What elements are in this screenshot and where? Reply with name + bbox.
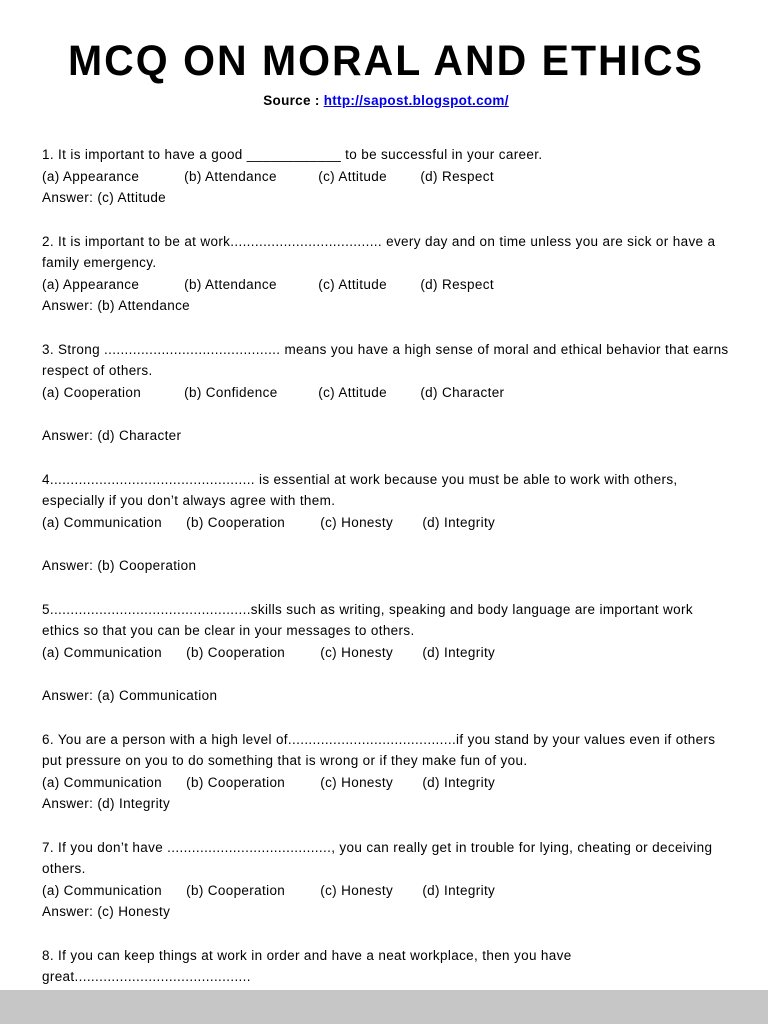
option-a: (a) Communication: [42, 514, 162, 530]
option-d: (d) Respect: [420, 276, 494, 292]
answer-text: Answer: (d) Character: [42, 428, 182, 443]
option-a: (a) Appearance: [42, 168, 140, 184]
question-block-5: [42, 599, 730, 707]
source-line: [42, 93, 730, 108]
options-row: [42, 642, 730, 664]
page-title: MCQ ON MORAL AND ETHICS: [68, 36, 704, 85]
option-a: (a) Communication: [42, 644, 162, 660]
option-a: (a) Cooperation: [42, 384, 142, 400]
option-b: (b) Confidence: [184, 384, 278, 400]
option-c: (c) Attitude: [318, 168, 387, 184]
options-row: [42, 274, 730, 296]
option-c: (c) Honesty: [320, 644, 394, 660]
options-row: [42, 166, 730, 188]
option-b: (b) Cooperation: [186, 882, 286, 898]
options-row: [42, 880, 730, 902]
question-block-1: [42, 144, 730, 209]
answer-text: Answer: (b) Attendance: [42, 298, 191, 313]
option-b: (b) Cooperation: [186, 644, 286, 660]
option-a: (a) Communication: [42, 774, 162, 790]
question-text: 7. If you don’t have ........................................, you can really get in trouble for lying, cheating or deceiving others.: [42, 839, 713, 876]
option-b: (b) Attendance: [184, 276, 277, 292]
option-d: (d) Integrity: [422, 514, 496, 530]
option-b: (b) Attendance: [184, 168, 277, 184]
answer-text: Answer: (c) Honesty: [42, 904, 171, 919]
question-text: 2. It is important to be at work..................................... every day and on time unless you are sick or have a family emergency.: [42, 233, 716, 270]
option-a: (a) Appearance: [42, 276, 140, 292]
question-block-6: [42, 729, 730, 815]
option-d: (d) Character: [420, 384, 505, 400]
question-text: 4.................................................. is essential at work because you must be able to work with others, especially if you don’t always agree with them.: [42, 471, 678, 508]
question-text: 6. You are a person with a high level of.........................................if you stand by your values even if others put pressure on you to do something that is wrong or if they make fun of you.: [42, 731, 716, 768]
option-d: (d) Integrity: [422, 644, 496, 660]
question-list: [42, 144, 730, 988]
question-text: 8. If you can keep things at work in order and have a neat workplace, then you have great...........................................: [42, 947, 572, 984]
option-b: (b) Cooperation: [186, 514, 286, 530]
answer-text: Answer: (d) Integrity: [42, 796, 171, 811]
question-block-7: [42, 837, 730, 923]
question-block-8: [42, 945, 730, 988]
option-b: (b) Cooperation: [186, 774, 286, 790]
question-text: 1. It is important to have a good ____________ to be successful in your career.: [42, 147, 543, 162]
source-link[interactable]: http://sapost.blogspot.com/: [323, 93, 509, 108]
answer-text: Answer: (a) Communication: [42, 688, 218, 703]
options-row: [42, 772, 730, 794]
options-row: [42, 382, 730, 404]
question-block-3: [42, 339, 730, 447]
option-c: (c) Attitude: [318, 276, 387, 292]
question-block-2: [42, 231, 730, 317]
option-c: (c) Honesty: [320, 774, 394, 790]
answer-text: Answer: (c) Attitude: [42, 190, 167, 205]
answer-text: Answer: (b) Cooperation: [42, 558, 197, 573]
option-d: (d) Respect: [420, 168, 494, 184]
question-block-4: [42, 469, 730, 577]
option-a: (a) Communication: [42, 882, 162, 898]
source-label: Source :: [263, 93, 324, 108]
option-d: (d) Integrity: [422, 774, 496, 790]
option-d: (d) Integrity: [422, 882, 496, 898]
option-c: (c) Attitude: [318, 384, 387, 400]
option-c: (c) Honesty: [320, 514, 394, 530]
options-row: [42, 512, 730, 534]
question-text: 5.................................................skills such as writing, speaking and body language are important work ethics so that you can be clear in your messages to others.: [42, 601, 693, 638]
question-text: 3. Strong ........................................... means you have a high sense of moral and ethical behavior that earns respect of others.: [42, 341, 729, 378]
option-c: (c) Honesty: [320, 882, 394, 898]
